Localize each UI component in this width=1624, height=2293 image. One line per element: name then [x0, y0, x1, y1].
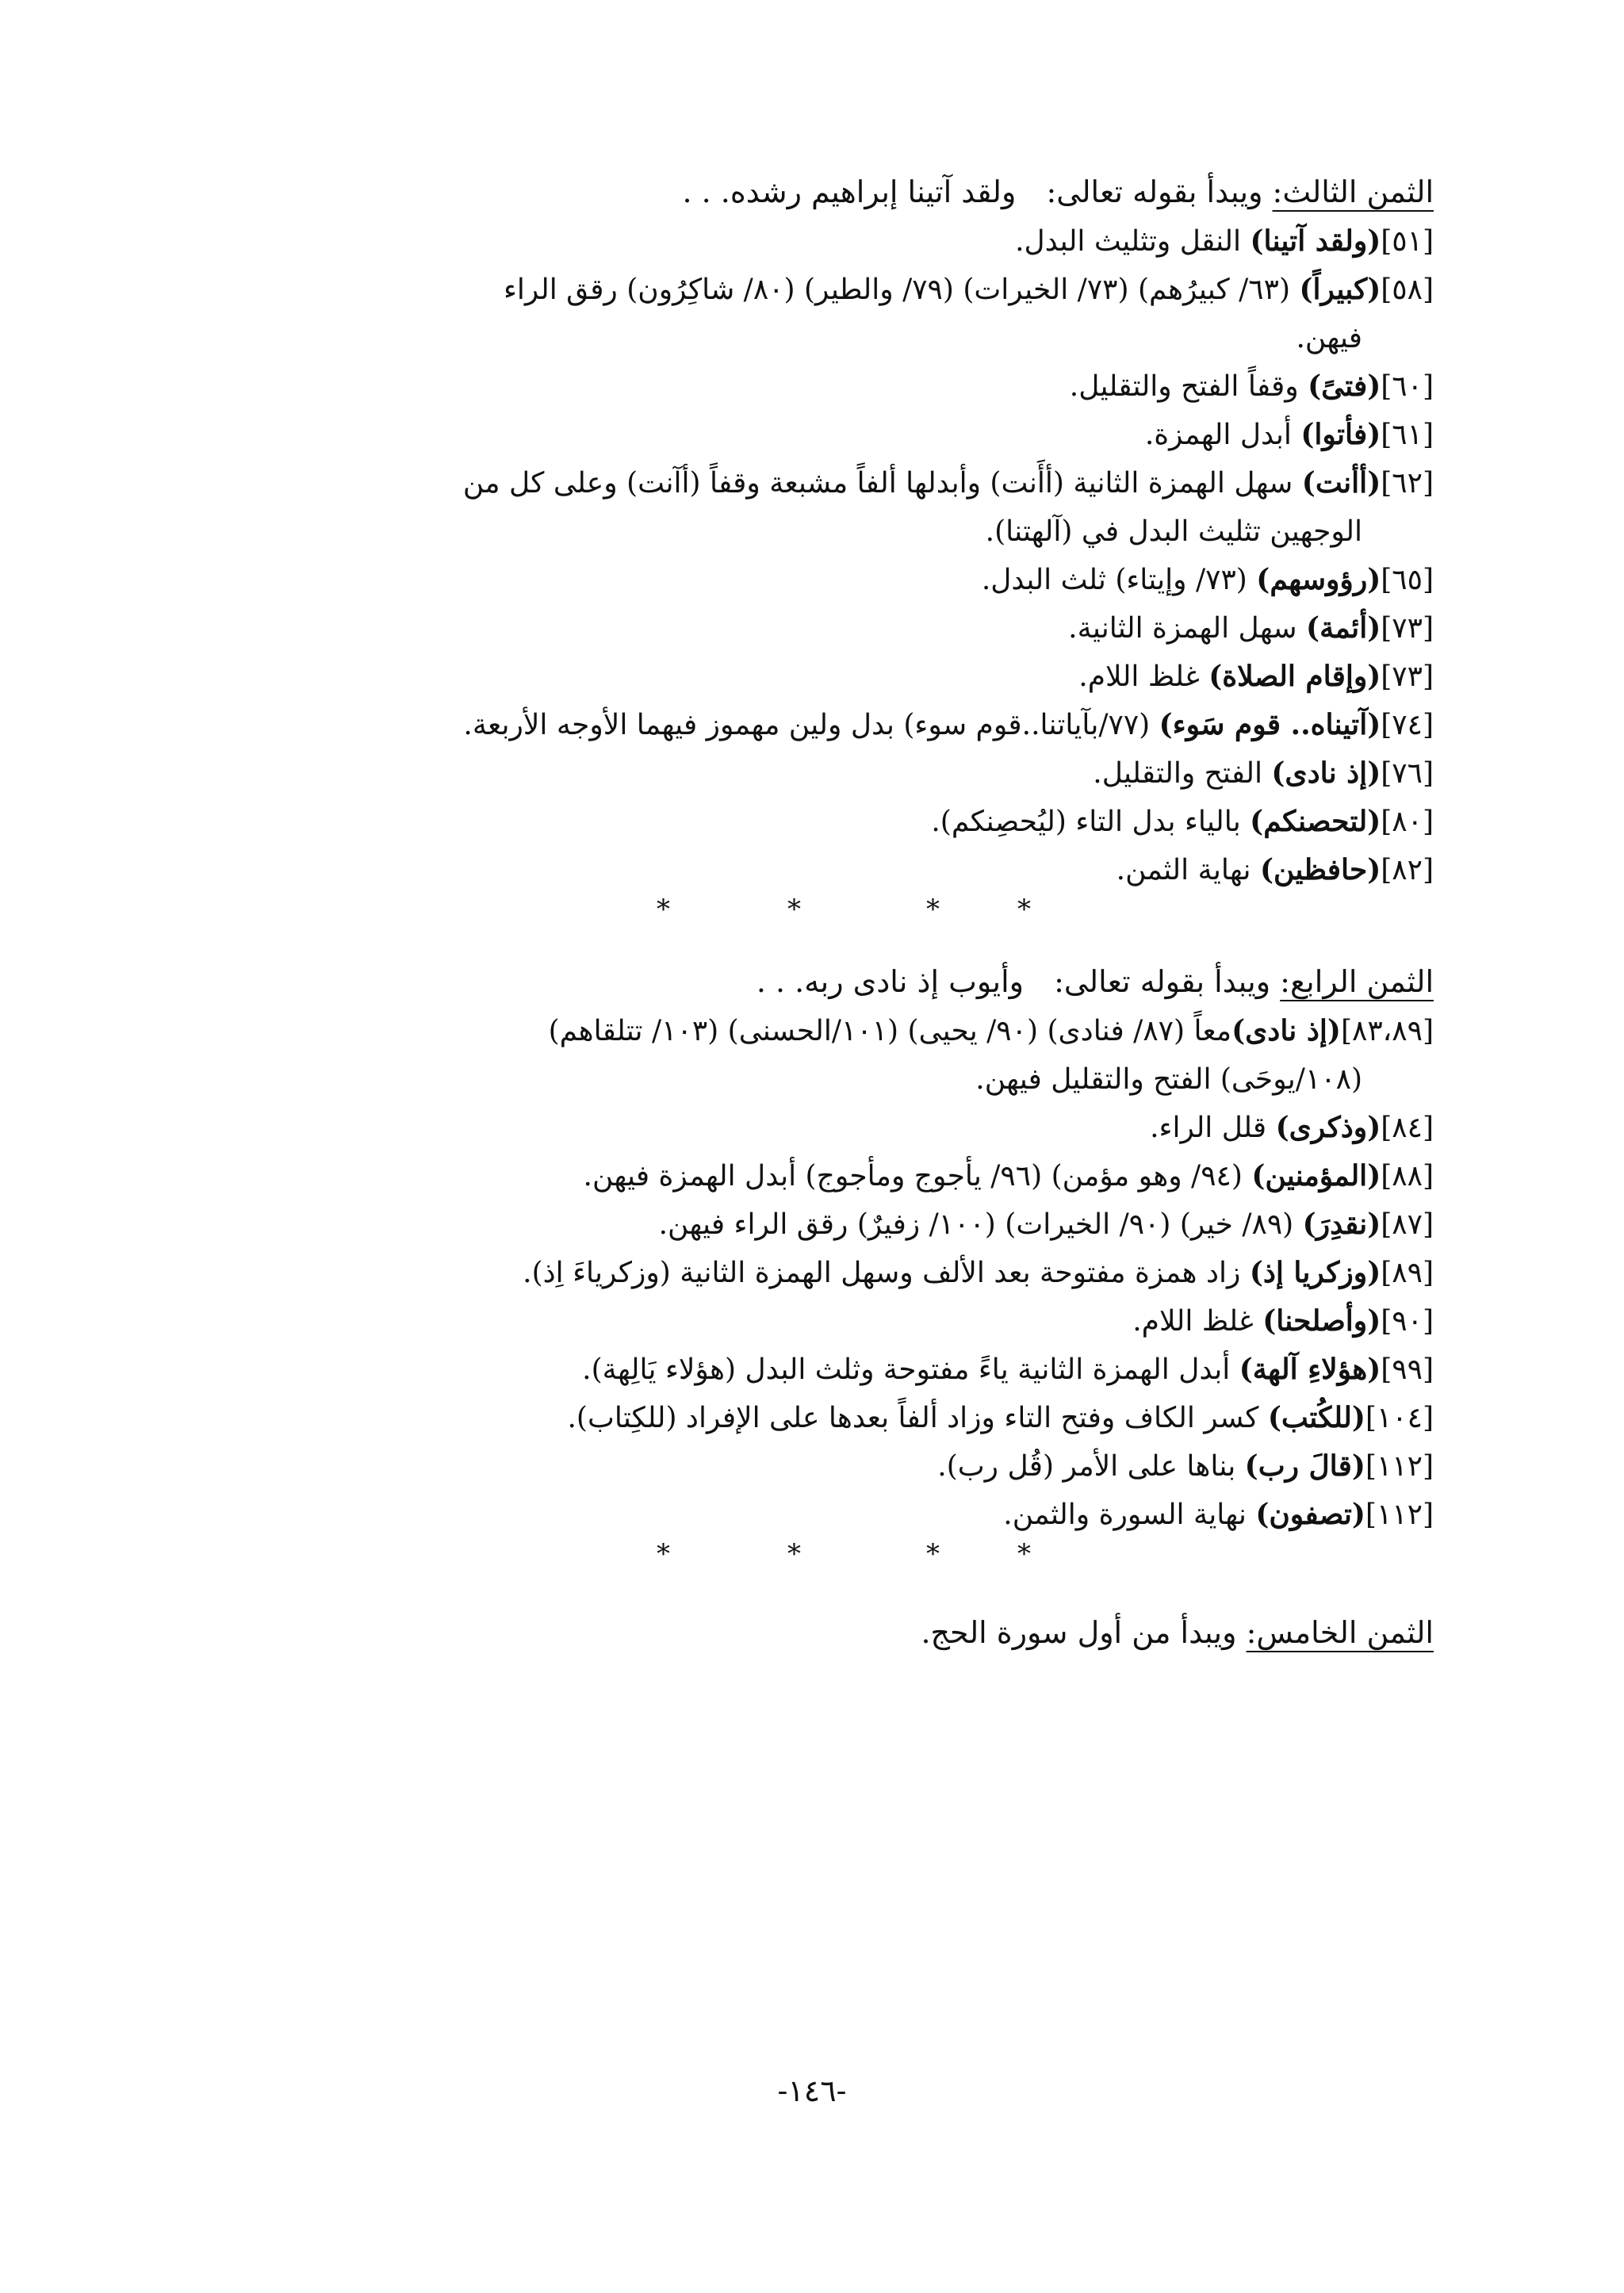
verse-ref: [٦٢]	[1381, 467, 1434, 500]
entry-note: الفتح والتقليل.	[1093, 757, 1272, 790]
entry-note: نهاية السورة والثمن.	[1003, 1499, 1256, 1531]
keyword: (آتيناه.. قوم سَوء)	[1159, 708, 1381, 741]
keyword: (تصفون)	[1255, 1498, 1365, 1531]
entry-note: سهل الهمزة الثانية (أأَنت) وأبدلها ألفاً مشبعة وقفاً (أآنت) وعلى كل من	[462, 467, 1302, 500]
entry-note: (٩٤/ وهو مؤمن) (٩٦/ يأجوج ومأجوج) أبدل الهمزة فيهن.	[583, 1160, 1252, 1192]
verse-ref: [٩٩]	[1381, 1353, 1434, 1386]
entry-line	[197, 1491, 1434, 1539]
entry-continuation: فيهن.	[1296, 322, 1362, 354]
entry-continuation: (١٠٨/يوحَى) الفتح والتقليل فيهن.	[975, 1063, 1362, 1096]
section-separator	[197, 894, 1434, 939]
verse-ref: [٧٣]	[1381, 612, 1434, 645]
verse-ref: [٨٧]	[1381, 1208, 1434, 1241]
verse-ref: [٩٠]	[1381, 1305, 1434, 1338]
verse-ref: [١١٢]	[1365, 1499, 1434, 1531]
entry-line	[197, 459, 1434, 507]
keyword: (وإقام الصلاة)	[1208, 660, 1381, 693]
keyword: (للكُتب)	[1267, 1401, 1365, 1434]
entry-line	[197, 798, 1434, 846]
entry-note: زاد همزة مفتوحة بعد الألف وسهل الهمزة الثانية (وزكرياءَ اِذ).	[523, 1257, 1250, 1289]
keyword: (نقدِرَ)	[1302, 1208, 1381, 1241]
entry-line	[197, 266, 1434, 314]
entry-line	[197, 749, 1434, 798]
entry-line	[197, 604, 1434, 653]
entry-note: (٧٣/ وإيتاء) ثلث البدل.	[981, 564, 1257, 596]
entry-line	[197, 411, 1434, 459]
entry-note: بناها على الأمر (قُل رب).	[937, 1450, 1245, 1483]
entry-line	[197, 846, 1434, 894]
entry-line	[197, 217, 1434, 266]
verse-ref: [٦٠]	[1381, 370, 1434, 403]
verse-ref: [١٠٤]	[1365, 1402, 1434, 1434]
entry-line	[197, 1297, 1434, 1346]
separator-star: *	[787, 1538, 801, 1570]
entry-line	[197, 1200, 1434, 1249]
verse-ref: [٨٢]	[1381, 854, 1434, 886]
keyword: (حافظين)	[1259, 853, 1381, 886]
keyword: (قالَ رب)	[1244, 1449, 1365, 1483]
page-number: -١٤٦-	[777, 2073, 847, 2108]
separator-star: *	[657, 894, 670, 925]
keyword: (وذكرى)	[1275, 1111, 1381, 1144]
page-content	[197, 167, 1434, 1658]
entry-note: معاً (٨٧/ فنادى) (٩٠/ يحيى) (١٠١/الحسنى) (١٠٣/ تتلقاهم)	[548, 1015, 1232, 1047]
section-intro: ويبدأ بقوله تعالى:	[1046, 174, 1263, 209]
entry-note: غلظ اللام.	[1132, 1305, 1263, 1338]
section-intro: ويبدأ من أول سورة الحج.	[921, 1615, 1237, 1650]
entry-note: أبدل الهمزة الثانية ياءً مفتوحة وثلث البدل (هؤلاء يَالِهة).	[582, 1353, 1239, 1386]
verse-ref: [٧٤]	[1381, 709, 1434, 741]
separator-star: *	[657, 1538, 670, 1570]
keyword: (إذ نادى)	[1271, 756, 1381, 790]
keyword: (المؤمنين)	[1251, 1159, 1381, 1192]
section-heading	[197, 956, 1434, 1007]
verse-ref: [٨٠]	[1381, 806, 1434, 838]
entry-line	[197, 1152, 1434, 1200]
verse-ref: [٥١]	[1381, 225, 1434, 258]
section-separator	[197, 1539, 1434, 1583]
entry-note: أبدل الهمزة.	[1144, 419, 1301, 451]
entry-note: غلظ اللام.	[1078, 660, 1209, 693]
separator-star: *	[926, 894, 940, 925]
section-heading	[197, 167, 1434, 217]
separator-star: *	[1017, 894, 1031, 925]
entry-line	[197, 701, 1434, 749]
entry-line	[197, 1249, 1434, 1297]
entry-note: وقفاً الفتح والتقليل.	[1069, 370, 1308, 403]
entry-note: (٨٩/ خير) (٩٠/ الخيرات) (١٠٠/ زفيرٌ) رقق الراء فيهن.	[658, 1208, 1303, 1241]
entry-note: (٦٣/ كبيرُهم) (٧٣/ الخيرات) (٧٩/ والطير) (٨٠/ شاكِرُون) رقق الراء	[503, 274, 1300, 306]
entry-note: بالياء بدل التاء (ليُحصِنكم).	[931, 806, 1251, 838]
entry-note: النقل وتثليث البدل.	[1015, 225, 1251, 258]
separator-star: *	[926, 1538, 940, 1570]
entry-note: (٧٧/بآياتنا..قوم سوء) بدل ولين مهموز فيهما الأوجه الأربعة.	[463, 709, 1159, 741]
keyword: (فتىً)	[1308, 369, 1381, 403]
entry-line	[197, 1442, 1434, 1491]
section-label: الثمن الرابع:	[1280, 964, 1434, 999]
keyword: (وأصلحنا)	[1262, 1304, 1381, 1338]
section-quote: وأيوب إذ نادى ربه. . .	[756, 964, 1024, 999]
verse-ref: [٦١]	[1381, 419, 1434, 451]
verse-ref: [٧٣]	[1381, 660, 1434, 693]
section-heading	[197, 1607, 1434, 1658]
section-intro: ويبدأ بقوله تعالى:	[1054, 964, 1271, 999]
entry-note: قلل الراء.	[1150, 1112, 1276, 1144]
entry-note: كسر الكاف وفتح التاء وزاد ألفاً بعدها على الإفراد (للكِتاب).	[567, 1402, 1268, 1434]
verse-ref: [٨٩]	[1381, 1257, 1434, 1289]
section-label: الثمن الخامس:	[1246, 1615, 1434, 1650]
keyword: (هؤلاءِ آلهة)	[1239, 1353, 1381, 1386]
entry-line	[197, 1104, 1434, 1152]
entry-line	[197, 362, 1434, 411]
entry-continuation: الوجهين تثليث البدل في (آلهتنا).	[985, 515, 1362, 548]
verse-ref: [١١٢]	[1365, 1450, 1434, 1483]
keyword: (لتحصنكم)	[1250, 805, 1381, 838]
keyword: (فأتوا)	[1300, 418, 1381, 451]
keyword: (إذ نادى)	[1231, 1014, 1341, 1047]
section-quote: ولقد آتينا إبراهيم رشده. . .	[682, 174, 1017, 209]
keyword: (كبيراً)	[1299, 273, 1381, 306]
separator-star: *	[1017, 1538, 1031, 1570]
section-label: الثمن الثالث:	[1272, 174, 1434, 209]
entry-line	[197, 653, 1434, 701]
keyword: (ولقد آتينا)	[1250, 224, 1381, 258]
keyword: (أأنت)	[1301, 466, 1381, 500]
verse-ref: [٦٥]	[1381, 564, 1434, 596]
keyword: (رؤوسهم)	[1256, 563, 1381, 596]
verse-ref: [٨٣،٨٩]	[1340, 1015, 1434, 1047]
keyword: (وزكريا إذ)	[1249, 1256, 1381, 1289]
entry-line	[197, 1394, 1434, 1442]
entry-note: سهل الهمزة الثانية.	[1068, 612, 1307, 645]
entry-note: نهاية الثمن.	[1116, 854, 1260, 886]
verse-ref: [٧٦]	[1381, 757, 1434, 790]
keyword: (أئمة)	[1306, 611, 1381, 645]
entry-line	[197, 1007, 1434, 1055]
verse-ref: [٨٨]	[1381, 1160, 1434, 1192]
entry-line	[197, 556, 1434, 604]
verse-ref: [٥٨]	[1381, 274, 1434, 306]
entry-line	[197, 1346, 1434, 1394]
separator-star: *	[787, 894, 801, 925]
verse-ref: [٨٤]	[1381, 1112, 1434, 1144]
